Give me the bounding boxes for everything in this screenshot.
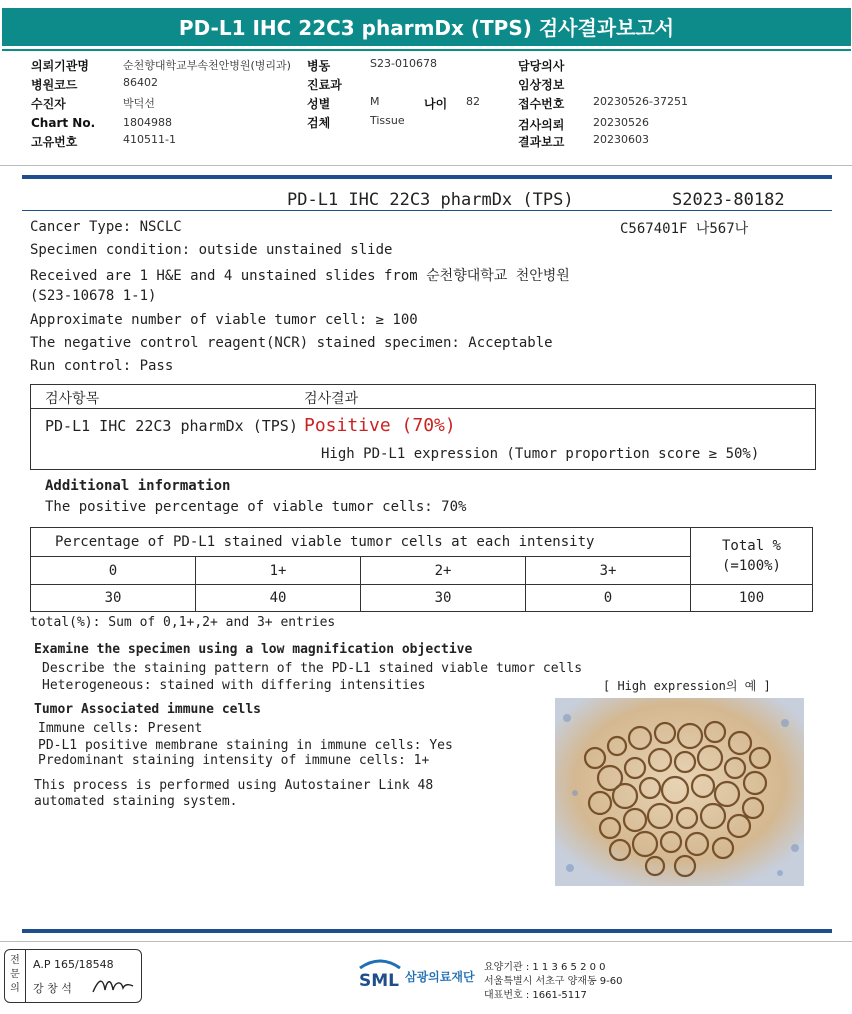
- table-footnote: total(%): Sum of 0,1+,2+ and 3+ entries: [30, 615, 336, 630]
- signature-mark: [91, 974, 135, 996]
- examine-line2: Heterogeneous: stained with differing intensities: [42, 678, 426, 693]
- additional-heading: Additional information: [45, 478, 231, 494]
- footer-line2: 서울특별시 서초구 양재동 9-60: [484, 976, 623, 987]
- level-2plus: 2+: [361, 557, 526, 585]
- value-age: 82: [466, 95, 480, 108]
- additional-text: The positive percentage of viable tumor cells: 70%: [45, 499, 467, 515]
- intensity-table-header: Percentage of PD-L1 stained viable tumor cells at each intensity: [31, 528, 691, 557]
- value-institution: 순천향대학교부속천안병원(병리과): [123, 59, 291, 72]
- process-line2: automated staining system.: [34, 794, 238, 809]
- value-3plus: 0: [526, 585, 691, 612]
- value-2plus: 30: [361, 585, 526, 612]
- value-total: 100: [691, 585, 813, 612]
- histology-image: [555, 698, 804, 886]
- label-receipt-no: 접수번호: [518, 97, 565, 111]
- result-box-divider: [31, 408, 815, 409]
- report-bottom-bar: [22, 929, 832, 933]
- level-0: 0: [31, 557, 196, 585]
- value-request-date: 20230526: [593, 116, 649, 129]
- examine-line1: Describe the staining pattern of the PD-L1 stained viable tumor cells: [42, 661, 583, 676]
- value-1plus: 40: [196, 585, 361, 612]
- sml-logo-text: SML: [359, 971, 399, 988]
- intensity-table: [30, 527, 813, 612]
- viable-cells: Approximate number of viable tumor cell: ≥ 100: [30, 312, 418, 328]
- value-hospital-code: 86402: [123, 76, 158, 89]
- test-title: PD-L1 IHC 22C3 pharmDx (TPS): [287, 190, 574, 210]
- examine-heading: Examine the specimen using a low magnification objective: [34, 642, 473, 657]
- image-caption: [ High expression의 예 ]: [603, 679, 771, 693]
- expression-level: High PD-L1 expression (Tumor proportion score ≥ 50%): [321, 446, 760, 462]
- value-receipt-no: 20230526-37251: [593, 95, 688, 108]
- run-control: Run control: Pass: [30, 358, 174, 374]
- total-header-line2: (=100%): [721, 558, 781, 574]
- stamp-name: 강 창 석: [33, 982, 72, 995]
- level-3plus: 3+: [526, 557, 691, 585]
- result-item: PD-L1 IHC 22C3 pharmDx (TPS): [45, 417, 298, 435]
- label-chart-no: Chart No.: [31, 116, 96, 130]
- received-slides: Received are 1 H&E and 4 unstained slides from 순천향대학교 천안병원: [30, 268, 570, 284]
- footer-line1: 요양기관 : 1 1 3 6 5 2 0 0: [484, 962, 606, 973]
- org-name: 삼광의료재단: [405, 970, 475, 984]
- process-line1: This process is performed using Autostainer Link 48: [34, 778, 434, 793]
- stamp-number: A.P 165/18548: [33, 958, 114, 971]
- label-age: 나이: [424, 97, 448, 111]
- immune-line2: PD-L1 positive membrane staining in immune cells: Yes: [38, 738, 453, 753]
- stamp-divider: [25, 950, 26, 1002]
- label-ward: 병동: [307, 59, 331, 73]
- sml-logo-mark: [358, 958, 402, 988]
- sample-code: C567401F 나567나: [620, 221, 749, 237]
- label-institution: 의뢰기관명: [31, 59, 89, 73]
- value-patient: 박덕선: [123, 97, 155, 110]
- value-0: 30: [31, 585, 196, 612]
- label-patient: 수진자: [31, 97, 66, 111]
- label-specimen: 검체: [307, 116, 331, 130]
- label-unique-no: 고유번호: [31, 135, 78, 149]
- slide-id: (S23-10678 1-1): [30, 288, 157, 304]
- level-1plus: 1+: [196, 557, 361, 585]
- report-title: PD-L1 IHC 22C3 pharmDx (TPS) 검사결과보고서: [2, 8, 851, 46]
- value-chart-no: 1804988: [123, 116, 172, 129]
- cancer-type: Cancer Type: NSCLC: [30, 219, 182, 235]
- sml-logo: [358, 958, 402, 992]
- report-number: S2023-80182: [672, 190, 785, 210]
- ncr-result: The negative control reagent(NCR) stained specimen: Acceptable: [30, 335, 553, 351]
- label-sex: 성별: [307, 97, 331, 111]
- title-underline: [2, 49, 851, 51]
- immune-heading: Tumor Associated immune cells: [34, 702, 261, 717]
- total-header-line1: Total %: [721, 538, 781, 554]
- specimen-condition: Specimen condition: outside unstained slide: [30, 242, 393, 258]
- label-department: 진료과: [307, 78, 342, 92]
- value-ward: S23-010678: [370, 57, 437, 70]
- label-clinical-info: 임상정보: [518, 78, 565, 92]
- value-sex: M: [370, 95, 380, 108]
- header-separator: [0, 165, 852, 166]
- footer-separator: [0, 941, 852, 942]
- footer-line3: 대표번호 : 1661-5117: [484, 990, 587, 1001]
- result-positive: Positive (70%): [304, 415, 456, 436]
- result-col-item-header: 검사항목: [45, 391, 100, 407]
- value-unique-no: 410511-1: [123, 133, 176, 146]
- total-header: [691, 528, 813, 585]
- value-report-date: 20230603: [593, 133, 649, 146]
- immune-line3: Predominant staining intensity of immune cells: 1+: [38, 753, 430, 768]
- stamp-side-label: 전문의: [10, 955, 20, 994]
- label-report-date: 결과보고: [518, 135, 565, 149]
- immune-line1: Immune cells: Present: [38, 721, 203, 736]
- label-request-date: 검사의뢰: [518, 118, 565, 132]
- result-col-result-header: 검사결과: [304, 391, 359, 407]
- label-hospital-code: 병원코드: [31, 78, 78, 92]
- label-doctor: 담당의사: [518, 59, 565, 73]
- report-top-bar: [22, 175, 832, 179]
- title-rule: [22, 210, 832, 211]
- signature-stamp: [4, 949, 142, 1003]
- value-specimen: Tissue: [370, 114, 405, 127]
